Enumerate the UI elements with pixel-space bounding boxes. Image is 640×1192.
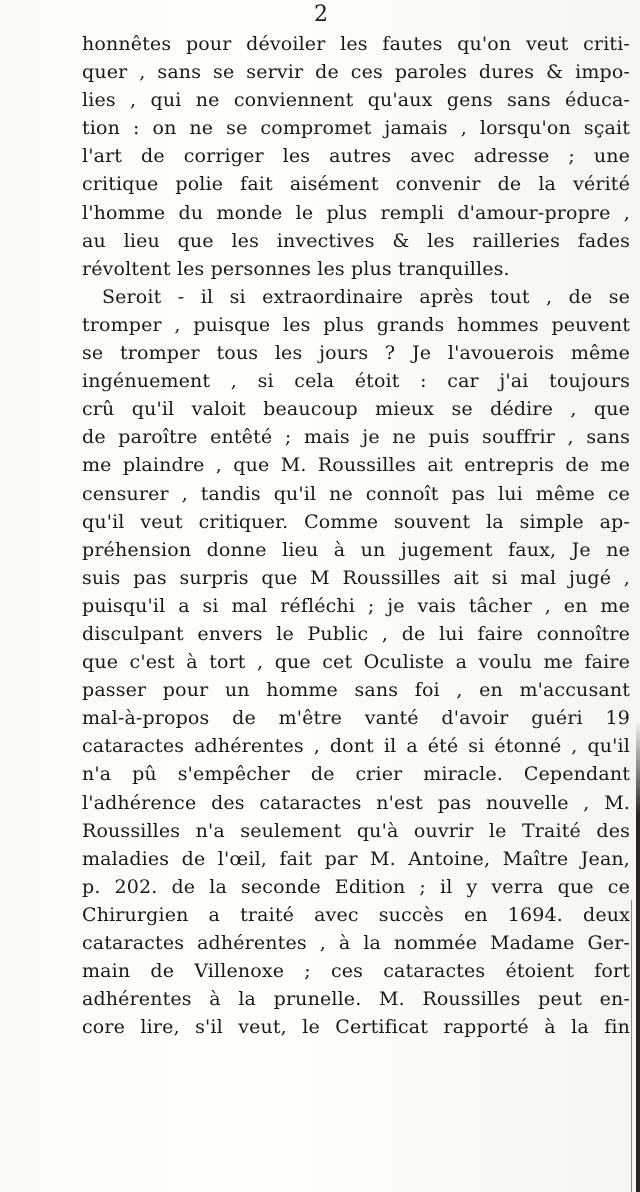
text-line: main de Villenoxe ; ces cataractes étoient fort [82, 960, 630, 983]
text-line: maladies de l'œil, fait par M. Antoine, Maître Jean, [82, 847, 630, 870]
text-line: au lieu que les invectives & les railleries fades [82, 229, 630, 252]
text-line: tromper , puisque les plus grands hommes peuvent [82, 313, 630, 336]
text-line: lies , qui ne conviennent qu'aux gens sans éduca- [82, 89, 630, 112]
text-line: préhension donne lieu à un jugement faux, Je ne [82, 538, 630, 561]
text-line: puisqu'il a si mal réfléchi ; je vais tâcher , en me [82, 594, 630, 617]
page-signature: 2 [314, 2, 328, 27]
text-line: se tromper tous les jours ? Je l'avouerois même [82, 342, 630, 365]
text-line: mal-à-propos de m'être vanté d'avoir guéri 19 [82, 707, 630, 730]
text-line: ingénuement , si cela étoit : car j'ai toujours [82, 370, 630, 393]
text-line: que c'est à tort , que cet Oculiste a voulu me faire [82, 651, 630, 674]
text-line: core lire, s'il veut, le Certificat rapporté à la fin [82, 1016, 630, 1039]
text-line: crû qu'il valoit beaucoup mieux se dédire , que [82, 398, 630, 421]
text-line: de paroître entêté ; mais je ne puis souffrir , sans [82, 426, 630, 449]
text-line: l'adhérence des cataractes n'est pas nouvelle , M. [82, 791, 630, 814]
text-line: cataractes adhérentes , dont il a été si étonné , qu'il [82, 735, 630, 758]
text-line: Seroit - il si extraordinaire après tout , de se [102, 285, 630, 308]
text-line: qu'il veut critiquer. Comme souvent la simple ap- [82, 510, 630, 533]
text-line: Chirurgien a traité avec succès en 1694. deux [82, 903, 630, 926]
text-line: passer pour un homme sans foi , en m'accusant [82, 679, 630, 702]
text-line: me plaindre , que M. Roussilles ait entrepris de me [82, 454, 630, 477]
text-line: cataractes adhérentes , à la nommée Madame Ger- [82, 932, 630, 954]
text-line: n'a pû s'empêcher de crier miracle. Cependant [82, 763, 630, 786]
text-line: critique polie fait aisément convenir de la vérité [82, 173, 630, 196]
page-edge-line [631, 900, 632, 1192]
page-edge-shadow [636, 720, 640, 1192]
text-line: p. 202. de la seconde Edition ; il y verra que ce [82, 875, 630, 898]
text-line: l'homme du monde le plus rempli d'amour-propre , [82, 201, 630, 224]
body-text [82, 30, 630, 1041]
text-line: suis pas surpris que M Roussilles ait si mal jugé , [82, 566, 630, 589]
text-line: révoltent les personnes les plus tranquilles. [82, 257, 510, 280]
text-line: censurer , tandis qu'il ne connoît pas lui même ce [82, 482, 630, 505]
text-line: disculpant envers le Public , de lui faire connoître [82, 622, 630, 645]
text-line: Roussilles n'a seulement qu'à ouvrir le Traité des [82, 819, 630, 842]
text-line: honnêtes pour dévoiler les fautes qu'on veut criti- [82, 33, 630, 55]
text-line: l'art de corriger les autres avec adresse ; une [82, 145, 630, 168]
text-line: adhérentes à la prunelle. M. Roussilles peut en- [82, 988, 630, 1011]
text-line: quer , sans se servir de ces paroles dures & impo- [82, 61, 630, 84]
text-line: tion : on ne se compromet jamais , lorsqu'on sçait [82, 117, 630, 140]
